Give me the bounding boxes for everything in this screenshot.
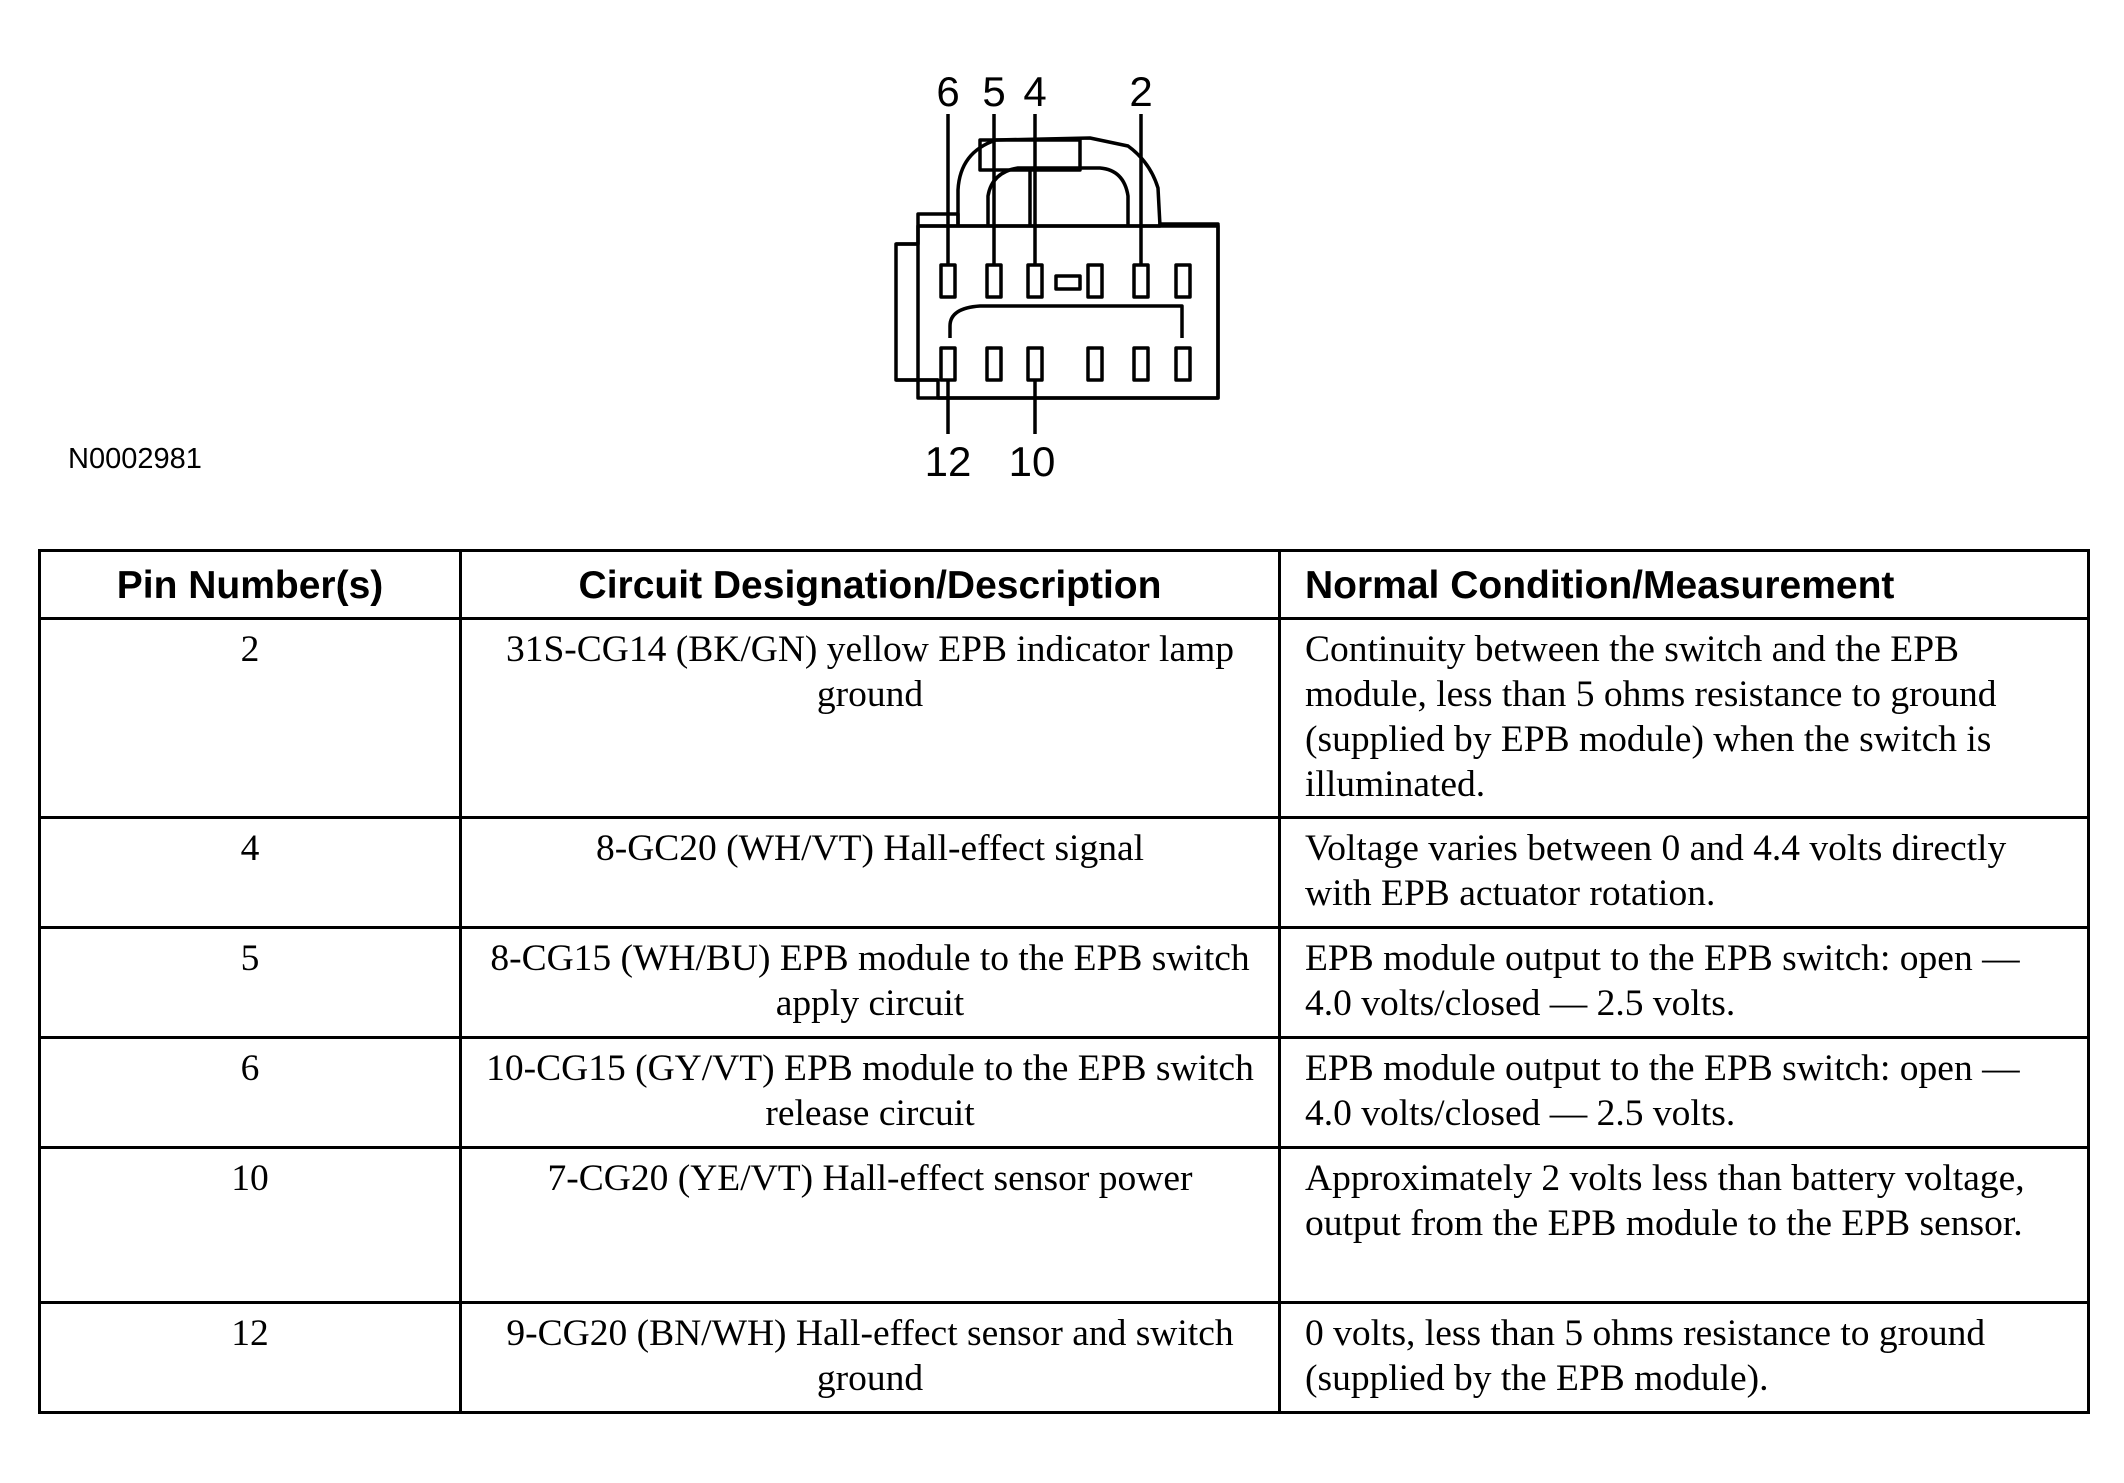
table-row <box>40 1303 2089 1413</box>
measurement-cell: Continuity between the switch and the EPB module, less than 5 ohms resistance to ground (supplied by EPB module) when the switch is illuminated. <box>1280 619 2089 818</box>
pin-label-2: 2 <box>1129 68 1153 115</box>
cavity-12 <box>941 348 955 380</box>
pin-leader-lines <box>948 114 1141 434</box>
cavity-8 <box>1134 348 1148 380</box>
pin-label-4: 4 <box>1023 68 1047 115</box>
circuit-cell: 31S-CG14 (BK/GN) yellow EPB indicator lamp ground <box>461 619 1280 818</box>
header-circuit-designation: Circuit Designation/Description <box>461 551 1280 619</box>
cavity-3 <box>1088 265 1102 297</box>
table-row <box>40 1038 2089 1148</box>
connector-body <box>918 226 1218 398</box>
circuit-cell: 7-CG20 (YE/VT) Hall-effect sensor power <box>461 1148 1280 1303</box>
figure-id: N0002981 <box>68 443 202 475</box>
header-pin-numbers: Pin Number(s) <box>40 551 461 619</box>
measurement-cell: Approximately 2 volts less than battery voltage, output from the EPB module to the EPB sensor. <box>1280 1148 2089 1303</box>
pin-label-5: 5 <box>982 68 1006 115</box>
table-header-row <box>40 551 2089 619</box>
pin-label-12: 12 <box>924 438 972 485</box>
circuit-cell: 8-GC20 (WH/VT) Hall-effect signal <box>461 818 1280 928</box>
connector-key-rail <box>950 306 1182 338</box>
circuit-cell: 10-CG15 (GY/VT) EPB module to the EPB switch release circuit <box>461 1038 1280 1148</box>
circuit-cell: 9-CG20 (BN/WH) Hall-effect sensor and switch ground <box>461 1303 1280 1413</box>
pinout-table <box>38 549 2090 1414</box>
table-row <box>40 619 2089 818</box>
pin-cell: 4 <box>40 818 461 928</box>
cavity-7 <box>1176 348 1190 380</box>
cavity-2 <box>1134 265 1148 297</box>
measurement-cell: EPB module output to the EPB switch: open — 4.0 volts/closed — 2.5 volts. <box>1280 928 2089 1038</box>
table-row <box>40 1148 2089 1303</box>
bottom-cavity-row <box>941 348 1190 380</box>
top-cavity-row <box>941 265 1190 297</box>
pin-cell: 10 <box>40 1148 461 1303</box>
pin-cell: 12 <box>40 1303 461 1413</box>
connector-face-diagram <box>0 0 2124 500</box>
pin-label-10: 10 <box>1008 438 1056 485</box>
cavity-4 <box>1028 265 1042 297</box>
cavity-1 <box>1176 265 1190 297</box>
connector-latch-inner <box>988 168 1128 226</box>
table-row <box>40 818 2089 928</box>
cavity-11 <box>987 348 1001 380</box>
cavity-9 <box>1088 348 1102 380</box>
circuit-cell: 8-CG15 (WH/BU) EPB module to the EPB switch apply circuit <box>461 928 1280 1038</box>
cavity-key <box>1056 276 1080 289</box>
pin-cell: 6 <box>40 1038 461 1148</box>
cavity-10 <box>1028 348 1042 380</box>
pin-cell: 2 <box>40 619 461 818</box>
pin-label-6: 6 <box>936 68 960 115</box>
cavity-5 <box>987 265 1001 297</box>
measurement-cell: EPB module output to the EPB switch: open — 4.0 volts/closed — 2.5 volts. <box>1280 1038 2089 1148</box>
header-normal-condition: Normal Condition/Measurement <box>1280 551 2089 619</box>
pin-cell: 5 <box>40 928 461 1038</box>
cavity-6 <box>941 265 955 297</box>
measurement-cell: 0 volts, less than 5 ohms resistance to ground (supplied by the EPB module). <box>1280 1303 2089 1413</box>
measurement-cell: Voltage varies between 0 and 4.4 volts directly with EPB actuator rotation. <box>1280 818 2089 928</box>
table-row <box>40 928 2089 1038</box>
